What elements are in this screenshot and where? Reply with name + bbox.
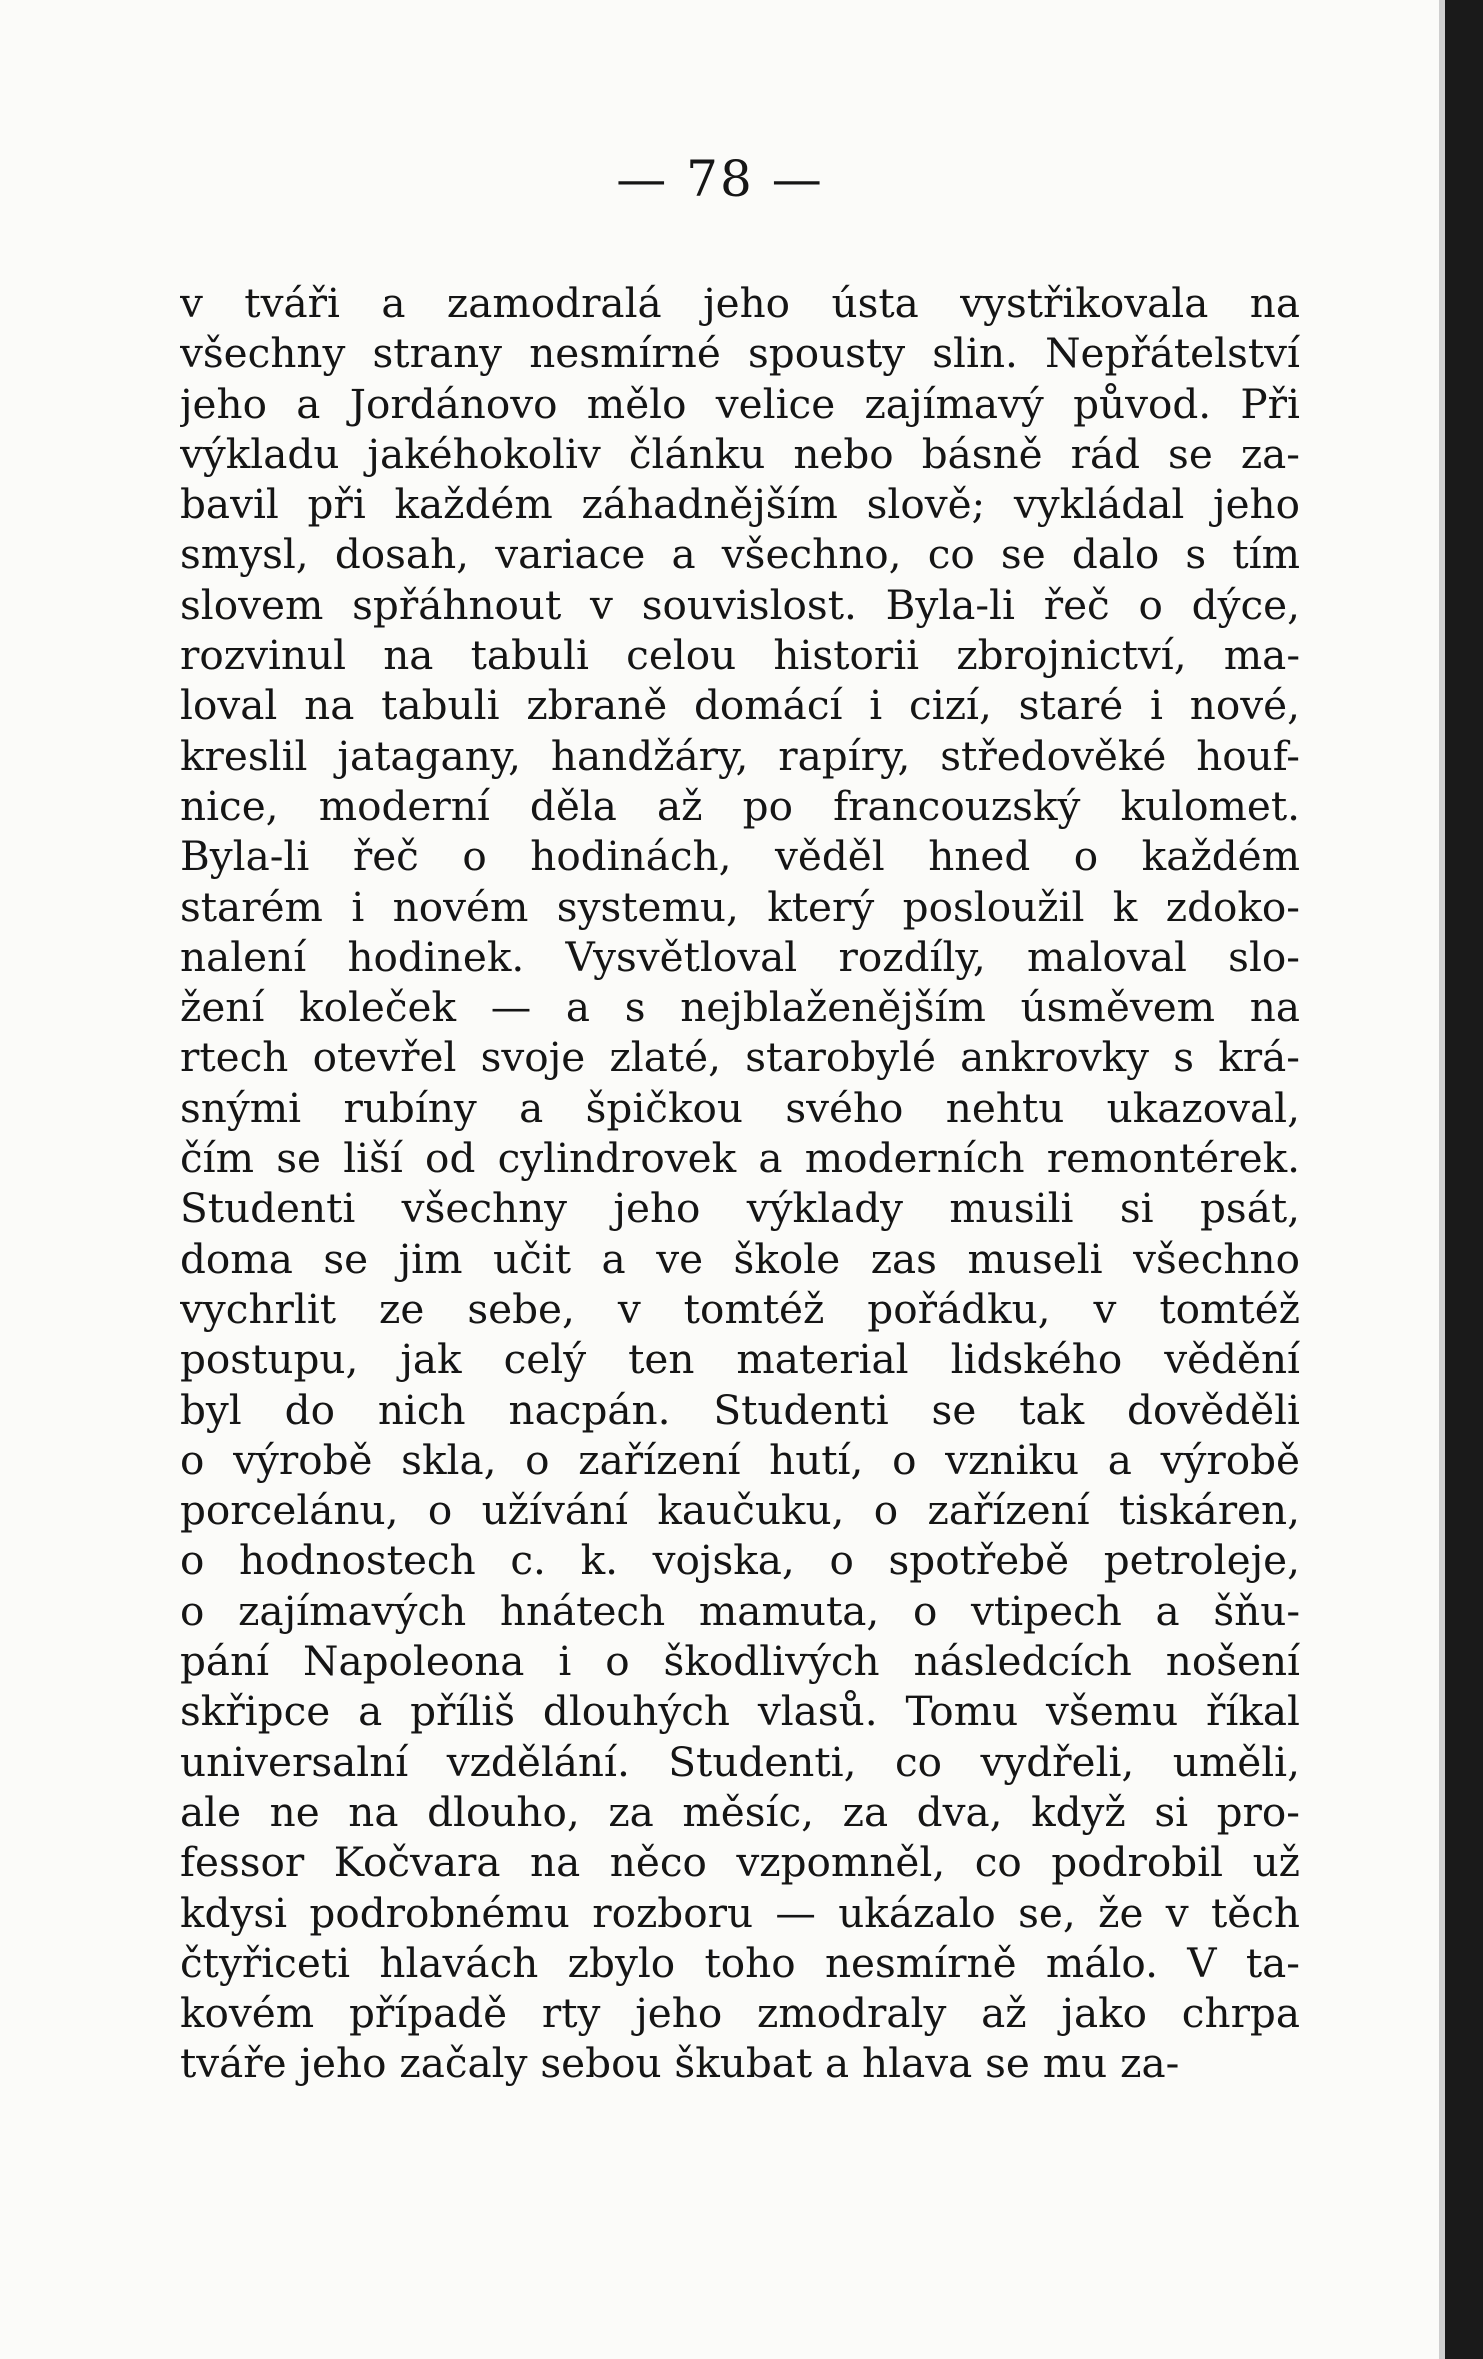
text-line: skřipce a příliš dlouhých vlasů. Tomu všemu říkal bbox=[180, 1687, 1300, 1736]
text-line: slovem spřáhnout v souvislost. Byla-li řeč o dýce, bbox=[180, 580, 1300, 629]
page-binding-edge bbox=[1445, 0, 1483, 2359]
text-line: fessor Kočvara na něco vzpomněl, co podrobil už bbox=[180, 1838, 1300, 1887]
text-line: všechny strany nesmírné spousty slin. Nepřátelství bbox=[180, 329, 1300, 378]
text-line: starém i novém systemu, který posloužil k zdoko- bbox=[180, 882, 1300, 931]
text-line: Byla-li řeč o hodinách, věděl hned o každém bbox=[180, 832, 1300, 881]
text-line: výkladu jakéhokoliv článku nebo básně rád se za- bbox=[180, 429, 1300, 478]
text-line: loval na tabuli zbraně domácí i cizí, staré i nové, bbox=[180, 681, 1300, 730]
text-line: vychrlit ze sebe, v tomtéž pořádku, v tomtéž bbox=[180, 1284, 1300, 1333]
text-line: žení koleček — a s nejblaženějším úsměvem na bbox=[180, 983, 1300, 1032]
text-line: čím se liší od cylindrovek a moderních remontérek. bbox=[180, 1134, 1300, 1183]
text-line: bavil při každém záhadnějším slově; vykládal jeho bbox=[180, 480, 1300, 529]
text-line: porcelánu, o užívání kaučuku, o zařízení tiskáren, bbox=[180, 1486, 1300, 1535]
text-line: Studenti všechny jeho výklady musili si psát, bbox=[180, 1184, 1300, 1233]
text-line: byl do nich nacpán. Studenti se tak dověděli bbox=[180, 1385, 1300, 1434]
text-line: kreslil jatagany, handžáry, rapíry, středověké houf- bbox=[180, 731, 1300, 780]
text-line: rtech otevřel svoje zlaté, starobylé ankrovky s krá- bbox=[180, 1033, 1300, 1082]
text-line: pání Napoleona i o škodlivých následcích nošení bbox=[180, 1637, 1300, 1686]
text-line: nalení hodinek. Vysvětloval rozdíly, maloval slo- bbox=[180, 932, 1300, 981]
text-line: o výrobě skla, o zařízení hutí, o vzniku a výrobě bbox=[180, 1435, 1300, 1484]
text-line: postupu, jak celý ten material lidského vědění bbox=[180, 1335, 1300, 1384]
text-line: kdysi podrobnému rozboru — ukázalo se, že v těch bbox=[180, 1888, 1300, 1937]
text-line: tváře jeho začaly sebou škubat a hlava se mu za- bbox=[180, 2039, 1180, 2088]
text-line: rozvinul na tabuli celou historii zbrojnictví, ma- bbox=[180, 631, 1300, 680]
text-line: kovém případě rty jeho zmodraly až jako chrpa bbox=[180, 1989, 1300, 2038]
text-line: universalní vzdělání. Studenti, co vydřeli, uměli, bbox=[180, 1737, 1300, 1786]
text-line: snými rubíny a špičkou svého nehtu ukazoval, bbox=[180, 1083, 1300, 1132]
text-line: v tváři a zamodralá jeho ústa vystřikovala na bbox=[180, 279, 1300, 327]
text-line: čtyřiceti hlavách zbylo toho nesmírně málo. V ta- bbox=[180, 1938, 1300, 1987]
text-line: o hodnostech c. k. vojska, o spotřebě petroleje, bbox=[180, 1536, 1300, 1585]
text-line: ale ne na dlouho, za měsíc, za dva, když si pro- bbox=[180, 1787, 1300, 1836]
text-line: nice, moderní děla až po francouzský kulomet. bbox=[180, 781, 1300, 830]
page-number: — 78 — bbox=[616, 150, 824, 208]
text-line: jeho a Jordánovo mělo velice zajímavý původ. Při bbox=[180, 379, 1300, 428]
text-line: smysl, dosah, variace a všechno, co se dalo s tím bbox=[180, 530, 1300, 579]
body-text bbox=[180, 278, 1300, 2089]
text-line: doma se jim učit a ve škole zas museli všechno bbox=[180, 1234, 1300, 1283]
text-line: o zajímavých hnátech mamuta, o vtipech a šňu- bbox=[180, 1586, 1300, 1635]
